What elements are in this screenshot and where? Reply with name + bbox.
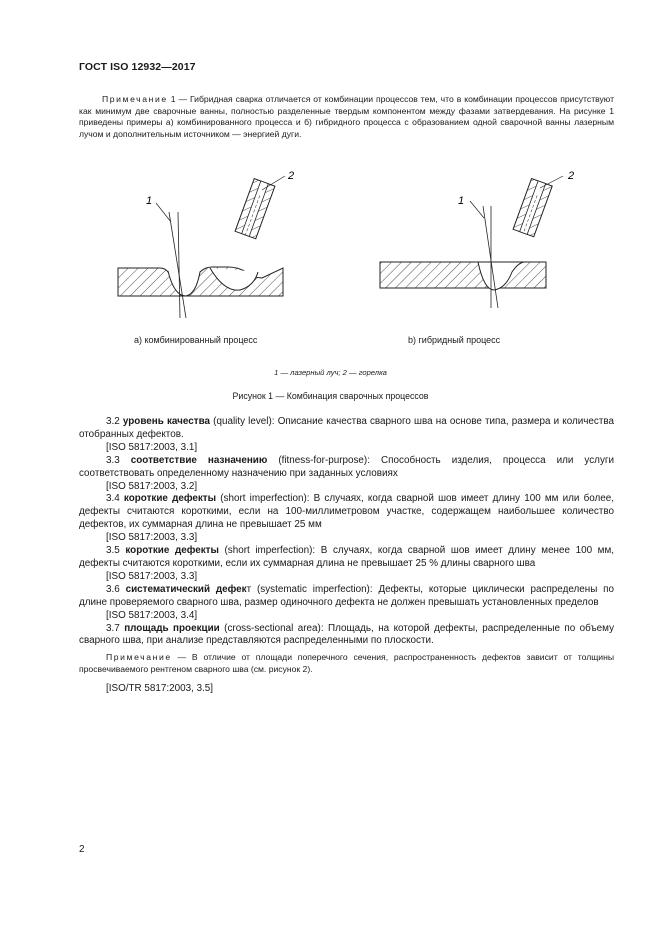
note-1-text: Гибридная сварка отличается от комбинации процессов тем, что в комбинации процессов присутствуют как минимум две сварочные ванны, полностью разделенные твердым компонентом между фазами затвердевания. На рисунке 1 приведены примеры а) комбинированного процесса и б) гибридного процесса с образованием одной сварочной ванны лазерным лучом и дополнительным источником — энергией дуги. — [79, 94, 614, 139]
figure-left-caption: а) комбинированный процесс — [134, 335, 258, 345]
note-2 — [79, 652, 614, 675]
term-3-4-ref: [ISO 5817:2003, 3.3] — [106, 532, 198, 544]
laser-beam-line — [178, 212, 180, 318]
term-3-3-name: соответствие назначению — [130, 454, 268, 466]
torch-right — [513, 179, 552, 237]
figure-right-caption: b) гибридный процесс — [408, 335, 501, 345]
term-3-6: 3.6 систематический дефект (systematic imperfection): Дефекты, которые циклически распределены по длине проверяемого сварного шва, размер одиночного дефекта не должен превышать установленных пределов — [79, 583, 614, 608]
figure-legend — [0, 368, 661, 377]
term-3-6-ref: [ISO 5817:2003, 3.4] — [106, 609, 198, 621]
figure-left-label-2: 2 — [288, 170, 295, 182]
term-3-6-name: систематический дефек — [125, 583, 247, 595]
figure-left-label-1: 1 — [146, 195, 153, 207]
term-3-7-name: площадь проекции — [124, 622, 220, 634]
figure-right-label-1: 1 — [458, 195, 465, 207]
note-1-label: Примечание — [102, 94, 168, 104]
term-3-7: 3.7 площадь проекции (cross-sectional area): Площадь, на которой дефекты, распределенные по объему сварного шва, при анализе представляются распределенными по плоскости. — [79, 622, 615, 647]
note-2-label: Примечание — [106, 652, 172, 663]
term-3-4-name: короткие дефекты — [123, 493, 217, 505]
combined-process-diagram — [118, 170, 294, 318]
legend-num-2: 2 — [342, 368, 347, 377]
term-3-5-ref: [ISO 5817:2003, 3.3] — [106, 570, 198, 582]
legend-num-1: 1 — [274, 368, 279, 377]
figure-right-label-2: 2 — [568, 170, 575, 182]
figure-1 — [0, 160, 661, 400]
page-number: 2 — [79, 844, 85, 855]
note-2-text: — В отличие от площади поперечного сечения, распространенность дефектов зависит от толщины просвечиваемого рентгеном сварного шва (см. рисунок 2). — [79, 652, 614, 674]
laser-beam-line — [483, 206, 498, 308]
workpiece-left — [118, 267, 283, 296]
term-3-2: 3.2 уровень качества (quality level): Описание качества сварного шва на основе типа, размера и количества отобранных дефектов. — [79, 416, 615, 440]
terms-section — [79, 416, 614, 695]
term-3-4: 3.4 короткие дефекты (short imperfection): В случаях, когда сварной шов имеет длину 100 мм или более, дефекты считаются короткими, если на 100-миллиметровом участке, содержащем наибольшее количество дефектов, их суммарная длина не превышает 25 мм — [79, 493, 614, 531]
torch-left — [235, 179, 275, 239]
legend-text-1: — лазерный луч; — [278, 368, 343, 377]
term-3-2-ref: [ISO 5817:2003, 3.1] — [106, 441, 198, 453]
term-3-5-name: короткие дефекты — [125, 545, 219, 557]
term-3-3-ref: [ISO 5817:2003, 3.2] — [106, 480, 198, 492]
note-1-number: 1 — — [167, 94, 191, 104]
figure-caption: Рисунок 1 — Комбинация сварочных процессов — [232, 391, 429, 401]
term-3-2-name: уровень качества — [122, 416, 211, 427]
workpiece-right — [380, 262, 546, 288]
term-3-5: 3.5 короткие дефекты (short imperfection): В случаях, когда сварной шов имеет длину менее 100 мм, дефекты считаются короткими, если их суммарная длина не превышает 25 % длины сварного шва — [79, 545, 614, 569]
note-1 — [79, 94, 614, 140]
legend-text-2: — горелка — [346, 368, 387, 377]
document-header: ГОСТ ISO 12932—2017 — [79, 61, 196, 73]
laser-beam-line — [169, 212, 186, 318]
term-3-3: 3.3 соответствие назначению (fitness-for-purpose): Способность изделия, процесса или услуги соответствовать определенному назначению при заданных условиях — [79, 454, 615, 479]
hybrid-process-diagram — [380, 170, 574, 308]
final-reference: [ISO/TR 5817:2003, 3.5] — [106, 682, 214, 694]
